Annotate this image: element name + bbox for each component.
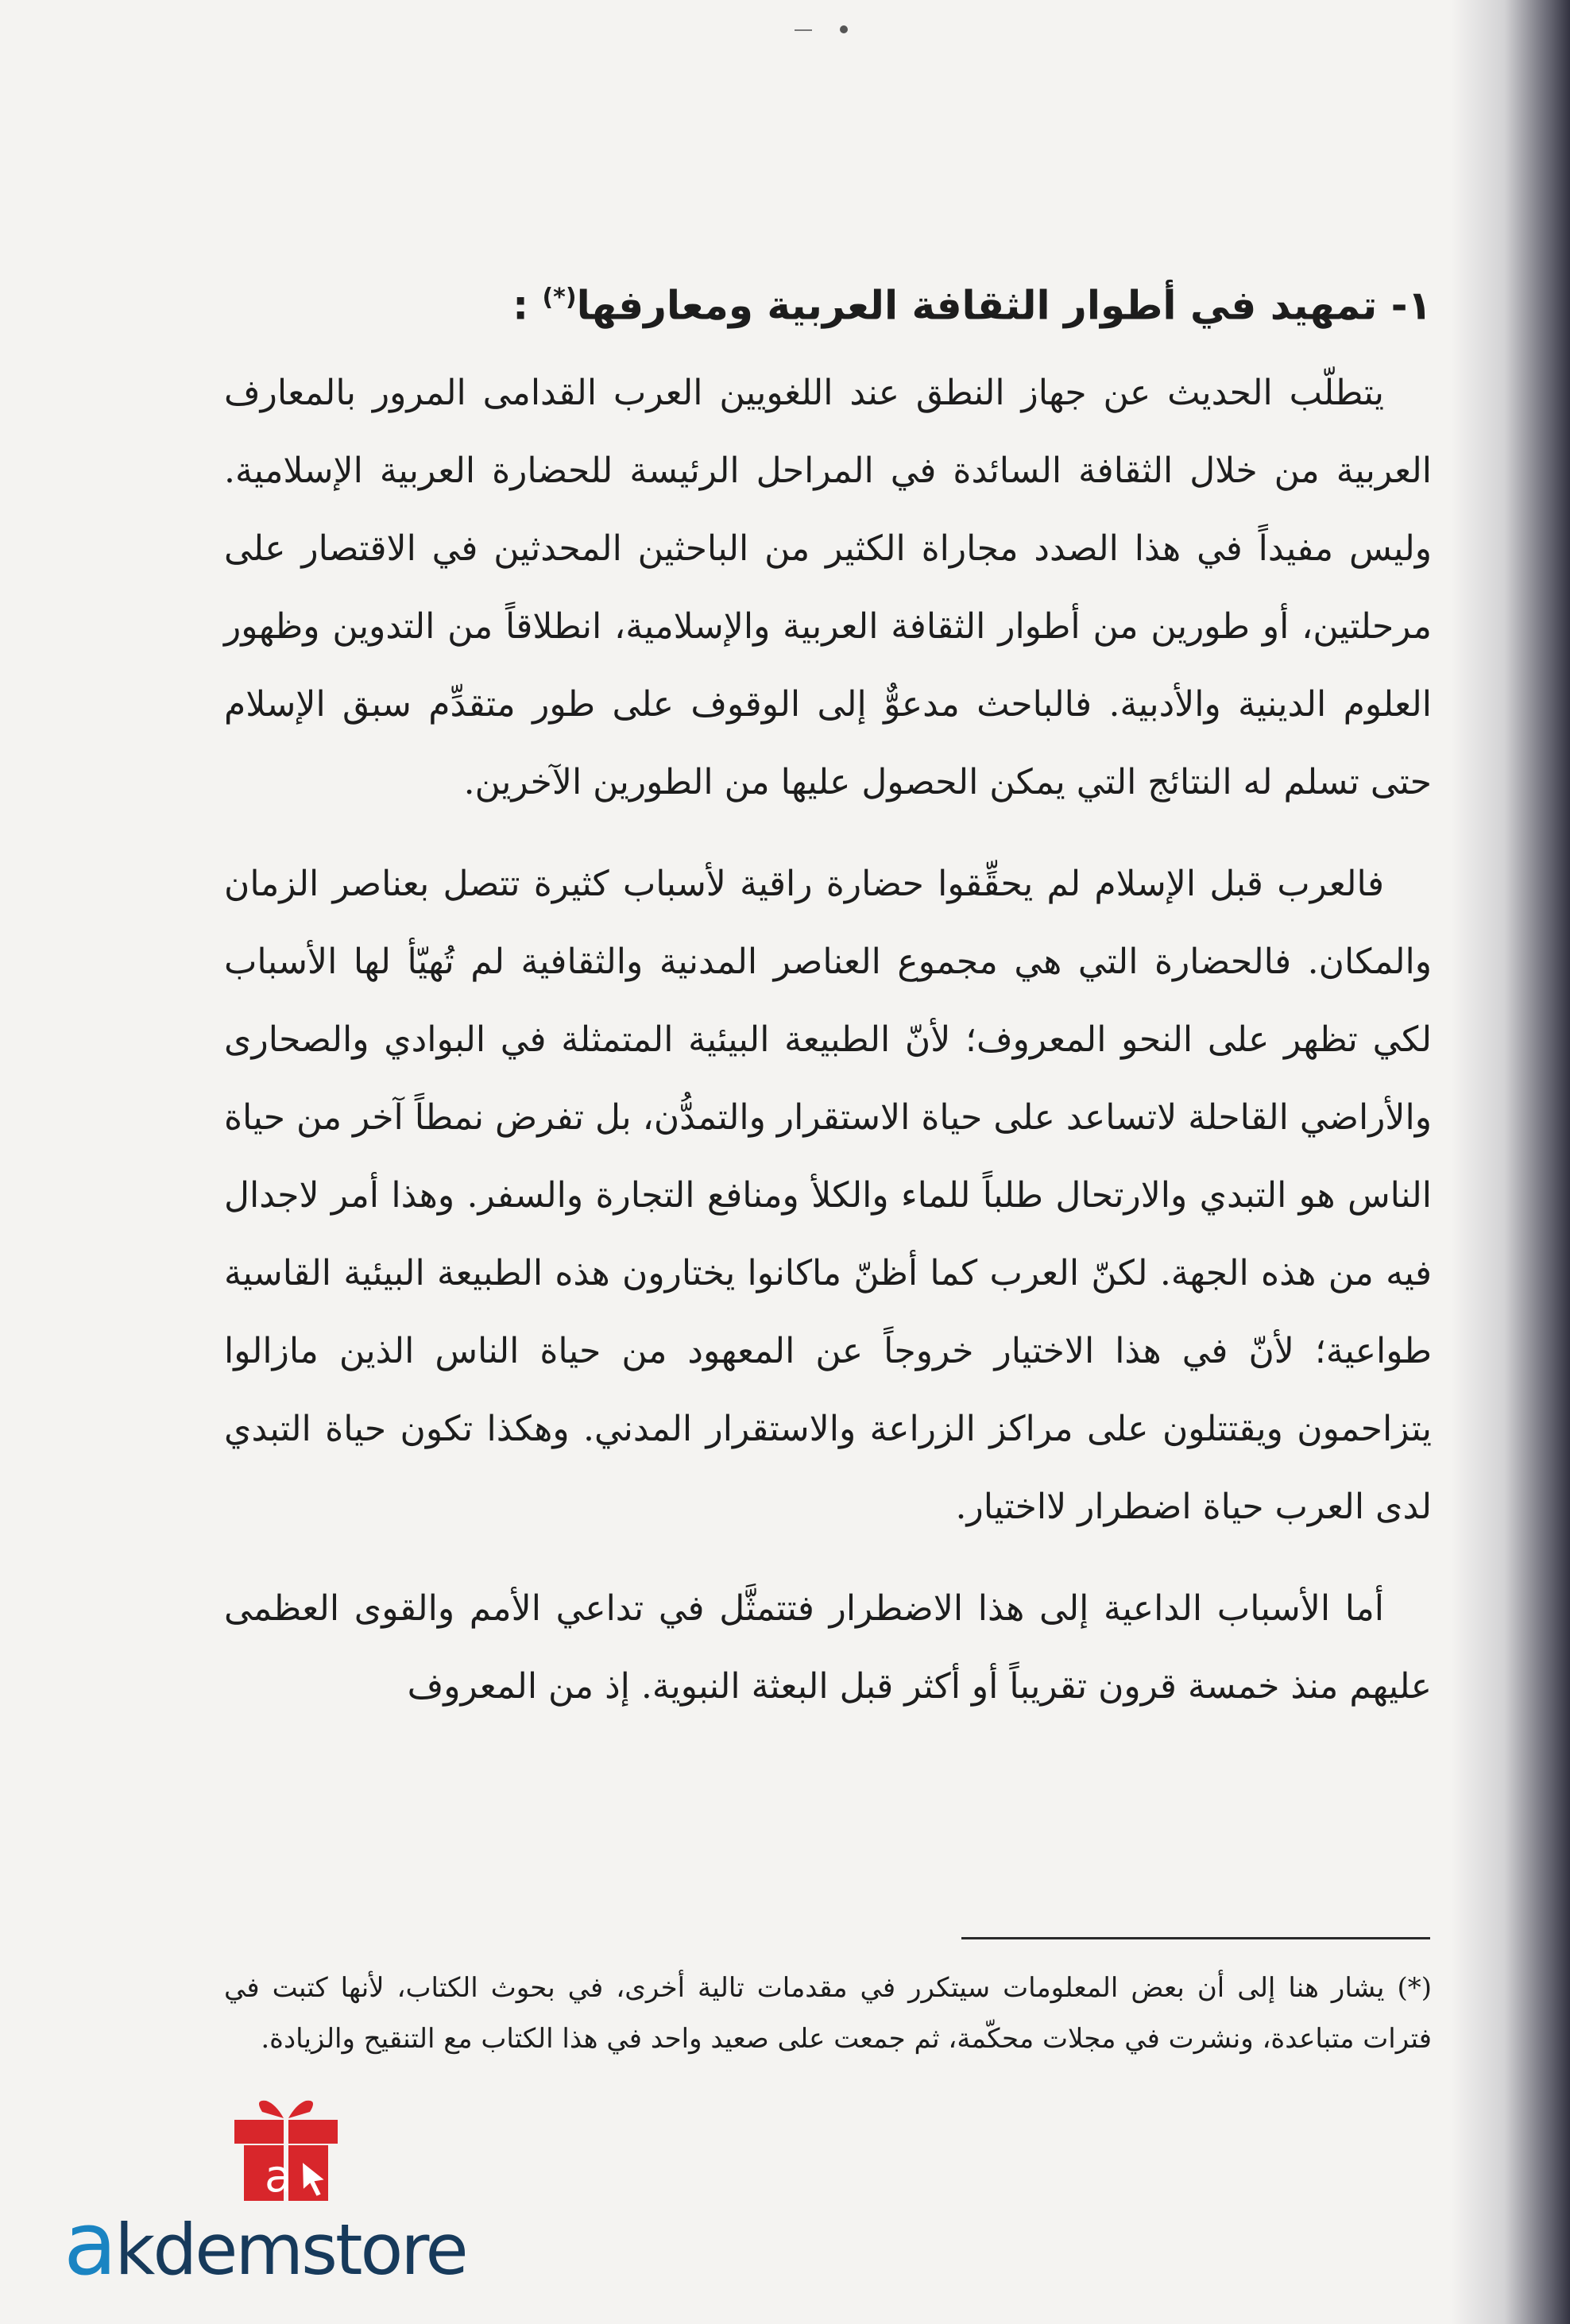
paragraph-3: أما الأسباب الداعية إلى هذا الاضطرار فتتمثَّل في تداعي الأمم والقوى العظمى عليهم منذ خمسة قرون تقريباً أو أكثر قبل البعثة النبوية. إذ من المعروف: [224, 1587, 1432, 1707]
footnote-marker: (*): [542, 284, 577, 311]
logo-wordmark: [64, 2193, 466, 2295]
heading-colon: :: [512, 282, 543, 329]
print-speck: [795, 24, 858, 35]
footnote: (*) يشار هنا إلى أن بعض المعلومات سيتكرر في مقدمات تالية أخرى، في بحوث الكتاب، لأنها كتبت في فترات متباعدة، ونشرت في مجلات محكّمة، ثم جمعت على صعيد واحد في هذا الكتاب مع التنقيح والزيادة.: [224, 1972, 1432, 2055]
page-gutter-shadow: [1451, 0, 1570, 2324]
footnote-separator: [961, 1937, 1430, 1939]
paragraph-1: يتطلّب الحديث عن جهاز النطق عند اللغويين العرب القدامى المرور بالمعارف العربية من خلال الثقافة السائدة في المراحل الرئيسة للحضارة العربية الإسلامية. وليس مفيداً في هذا الصدد مجاراة الكثير من الباحثين المحدثين في الاقتصار على مرحلتين، أو طورين من أطوار الثقافة العربية والإسلامية، انطلاقاً من التدوين وظهور العلوم الدينية والأدبية. فالباحث مدعوٌّ إلى الوقوف على طور متقدِّم سبق الإسلام حتى تسلم له النتائج التي يمكن الحصول عليها من الطورين الآخرين.: [224, 372, 1432, 802]
section-number: ١-: [1377, 282, 1432, 329]
section-heading: [224, 262, 1432, 342]
akdemstore-watermark: [64, 2098, 509, 2296]
logo-brand-rest: kdemstore: [114, 2209, 466, 2291]
logo-icon-letter: a: [265, 2151, 292, 2202]
section-title: تمهيد في أطوار الثقافة العربية ومعارفها: [576, 282, 1378, 329]
main-text: [224, 262, 1432, 1750]
gift-box-icon: [226, 2098, 346, 2205]
logo-brand-a: a: [64, 2193, 115, 2295]
paragraph-2: فالعرب قبل الإسلام لم يحقِّقوا حضارة راقية لأسباب كثيرة تتصل بعناصر الزمان والمكان. فالحضارة التي هي مجموع العناصر المدنية والثقافية لم تُهيّأ لها الأسباب لكي تظهر على النحو المعروف؛ لأنّ الطبيعة البيئية المتمثلة في البوادي والصحارى والأراضي القاحلة لاتساعد على حياة الاستقرار والتمدُّن، بل تفرض نمطاً آخر من حياة الناس هو التبدي والارتحال طلباً للماء والكلأ ومنافع التجارة والسفر. وهذا أمر لاجدال فيه من هذه الجهة. لكنّ العرب كما أظنّ ماكانوا يختارون هذه الطبيعة البيئية القاسية طواعية؛ لأنّ في هذا الاختيار خروجاً عن المعهود من حياة الناس الذين مازالوا يتزاحمون ويقتتلون على مراكز الزراعة والاستقرار المدني. وهكذا تكون حياة التبدي لدى العرب حياة اضطرار لااختيار.: [224, 863, 1432, 1527]
